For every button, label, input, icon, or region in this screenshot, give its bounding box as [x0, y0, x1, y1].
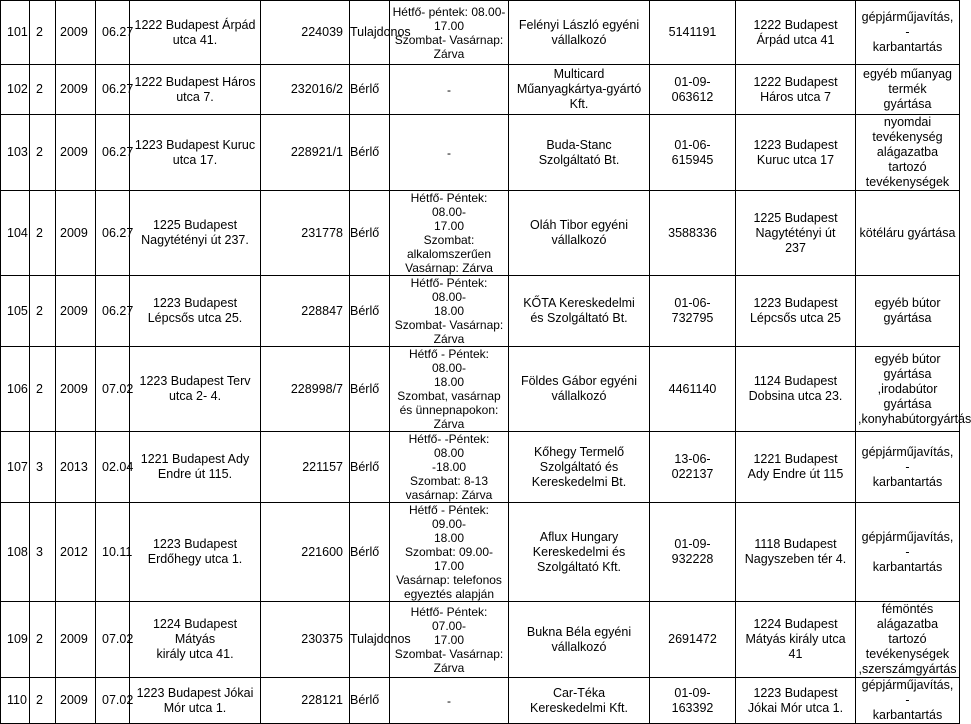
date-cell: 06.27	[96, 1, 130, 65]
site-address-cell: 1223 Budapest Kuruc utca 17	[736, 115, 856, 191]
table-row	[1, 678, 960, 724]
operator-name-cell: Buda-Stanc Szolgáltató Bt.	[509, 115, 650, 191]
year-cell: 2009	[56, 276, 96, 347]
activity-cell: gépjárműjavítás, - karbantartás	[856, 1, 960, 65]
ownership-status-cell: Tulajdonos	[350, 1, 390, 65]
year-cell: 2009	[56, 678, 96, 724]
year-cell: 2009	[56, 602, 96, 678]
record-number-cell: 104	[1, 191, 30, 276]
table-body	[1, 1, 971, 724]
opening-hours-cell: -	[390, 678, 509, 724]
address-cell: 1223 Budapest Lépcsős utca 25.	[130, 276, 261, 347]
record-number-cell: 102	[1, 65, 30, 115]
date-cell: 06.27	[96, 65, 130, 115]
record-number-cell: 108	[1, 503, 30, 602]
record-number-cell: 101	[1, 1, 30, 65]
registration-number-cell: 3588336	[650, 191, 736, 276]
year-cell: 2009	[56, 347, 96, 432]
operator-name-cell: Oláh Tibor egyéni vállalkozó	[509, 191, 650, 276]
table-row	[1, 65, 960, 115]
registration-number-cell: 01-06- 615945	[650, 115, 736, 191]
activity-cell: gépjárműjavítás, - karbantartás	[856, 432, 960, 503]
address-cell: 1223 Budapest Kuruc utca 17.	[130, 115, 261, 191]
record-number-cell: 110	[1, 678, 30, 724]
date-cell: 02.04	[96, 432, 130, 503]
type-code-cell: 2	[30, 1, 56, 65]
parcel-number-cell: 228847	[261, 276, 350, 347]
date-cell: 06.27	[96, 276, 130, 347]
activity-cell: egyéb bútor gyártása	[856, 276, 960, 347]
year-cell: 2013	[56, 432, 96, 503]
registration-number-cell: 4461140	[650, 347, 736, 432]
activity-cell: nyomdai tevékenység alágazatba tartozó tevékenységek	[856, 115, 960, 191]
parcel-number-cell: 228921/1	[261, 115, 350, 191]
activity-cell: gépjárműjavítás, - karbantartás	[856, 678, 960, 724]
operator-name-cell: Bukna Béla egyéni vállalkozó	[509, 602, 650, 678]
opening-hours-cell: Hétfő - Péntek: 09.00- 18.00 Szombat: 09.00- 17.00 Vasárnap: telefonos egyeztés alapján	[390, 503, 509, 602]
activity-cell: fémöntés alágazatba tartozó tevékenységek ,szerszámgyártás	[856, 602, 960, 678]
address-cell: 1221 Budapest Ady Endre út 115.	[130, 432, 261, 503]
operator-name-cell: Felényi László egyéni vállalkozó	[509, 1, 650, 65]
address-cell: 1224 Budapest Mátyás király utca 41.	[130, 602, 261, 678]
site-address-cell: 1222 Budapest Háros utca 7	[736, 65, 856, 115]
opening-hours-cell: -	[390, 115, 509, 191]
opening-hours-cell: Hétfő- Péntek: 07.00- 17.00 Szombat- Vasárnap: Zárva	[390, 602, 509, 678]
type-code-cell: 2	[30, 276, 56, 347]
parcel-number-cell: 228121	[261, 678, 350, 724]
table-row	[1, 115, 960, 191]
parcel-number-cell: 224039	[261, 1, 350, 65]
date-cell: 10.11	[96, 503, 130, 602]
site-address-cell: 1221 Budapest Ady Endre út 115	[736, 432, 856, 503]
opening-hours-cell: Hétfő- péntek: 08.00- 17.00 Szombat- Vasárnap: Zárva	[390, 1, 509, 65]
record-number-cell: 105	[1, 276, 30, 347]
record-number-cell: 103	[1, 115, 30, 191]
year-cell: 2009	[56, 191, 96, 276]
type-code-cell: 3	[30, 432, 56, 503]
opening-hours-cell: Hétfő- -Péntek: 08.00 -18.00 Szombat: 8-13 vasárnap: Zárva	[390, 432, 509, 503]
registration-number-cell: 5141191	[650, 1, 736, 65]
opening-hours-cell: Hétfő- Péntek: 08.00- 17.00 Szombat: alkalomszerűen Vasárnap: Zárva	[390, 191, 509, 276]
type-code-cell: 2	[30, 115, 56, 191]
ownership-status-cell: Bérlő	[350, 678, 390, 724]
address-cell: 1225 Budapest Nagytétényi út 237.	[130, 191, 261, 276]
ownership-status-cell: Bérlő	[350, 503, 390, 602]
registration-number-cell: 2691472	[650, 602, 736, 678]
date-cell: 06.27	[96, 191, 130, 276]
table-row	[1, 347, 960, 432]
site-address-cell: 1225 Budapest Nagytétényi út 237	[736, 191, 856, 276]
table-row	[1, 1, 960, 65]
address-cell: 1223 Budapest Jókai Mór utca 1.	[130, 678, 261, 724]
registration-number-cell: 01-06- 732795	[650, 276, 736, 347]
opening-hours-cell: Hétfő - Péntek: 08.00- 18.00 Szombat, vasárnap és ünnepnapokon: Zárva	[390, 347, 509, 432]
site-address-cell: 1223 Budapest Lépcsős utca 25	[736, 276, 856, 347]
registration-number-cell: 01-09- 163392	[650, 678, 736, 724]
year-cell: 2012	[56, 503, 96, 602]
registration-number-cell: 13-06- 022137	[650, 432, 736, 503]
type-code-cell: 2	[30, 191, 56, 276]
date-cell: 07.02	[96, 347, 130, 432]
date-cell: 07.02	[96, 602, 130, 678]
registration-number-cell: 01-09- 932228	[650, 503, 736, 602]
operator-name-cell: Földes Gábor egyéni vállalkozó	[509, 347, 650, 432]
ownership-status-cell: Bérlő	[350, 65, 390, 115]
ownership-status-cell: Bérlő	[350, 432, 390, 503]
address-cell: 1223 Budapest Terv utca 2- 4.	[130, 347, 261, 432]
site-address-cell: 1224 Budapest Mátyás király utca 41	[736, 602, 856, 678]
ownership-status-cell: Bérlő	[350, 115, 390, 191]
ownership-status-cell: Bérlő	[350, 276, 390, 347]
ownership-status-cell: Bérlő	[350, 191, 390, 276]
address-cell: 1223 Budapest Erdőhegy utca 1.	[130, 503, 261, 602]
date-cell: 07.02	[96, 678, 130, 724]
date-cell: 06.27	[96, 115, 130, 191]
address-cell: 1222 Budapest Háros utca 7.	[130, 65, 261, 115]
activity-cell: kötéláru gyártása	[856, 191, 960, 276]
year-cell: 2009	[56, 115, 96, 191]
parcel-number-cell: 231778	[261, 191, 350, 276]
address-cell: 1222 Budapest Árpád utca 41.	[130, 1, 261, 65]
site-address-cell: 1223 Budapest Jókai Mór utca 1.	[736, 678, 856, 724]
record-number-cell: 109	[1, 602, 30, 678]
parcel-number-cell: 228998/7	[261, 347, 350, 432]
opening-hours-cell: -	[390, 65, 509, 115]
activity-cell: gépjárműjavítás, - karbantartás	[856, 503, 960, 602]
site-address-cell: 1118 Budapest Nagyszeben tér 4.	[736, 503, 856, 602]
record-number-cell: 106	[1, 347, 30, 432]
parcel-number-cell: 230375	[261, 602, 350, 678]
record-number-cell: 107	[1, 432, 30, 503]
activity-cell: egyéb bútor gyártása ,irodabútor gyártása ,konyhabútorgyártás	[856, 347, 960, 432]
table-row	[1, 602, 960, 678]
type-code-cell: 2	[30, 678, 56, 724]
opening-hours-cell: Hétfő- Péntek: 08.00- 18.00 Szombat- Vasárnap: Zárva	[390, 276, 509, 347]
table-row	[1, 432, 960, 503]
operator-name-cell: Multicard Műanyagkártya-gyártó Kft.	[509, 65, 650, 115]
site-address-cell: 1222 Budapest Árpád utca 41	[736, 1, 856, 65]
operator-name-cell: Kőhegy Termelő Szolgáltató és Kereskedelmi Bt.	[509, 432, 650, 503]
operator-name-cell: Car-Téka Kereskedelmi Kft.	[509, 678, 650, 724]
operator-name-cell: Aflux Hungary Kereskedelmi és Szolgáltató Kft.	[509, 503, 650, 602]
year-cell: 2009	[56, 1, 96, 65]
table-row	[1, 503, 960, 602]
site-address-cell: 1124 Budapest Dobsina utca 23.	[736, 347, 856, 432]
activity-cell: egyéb műanyag termék gyártása	[856, 65, 960, 115]
parcel-number-cell: 232016/2	[261, 65, 350, 115]
operator-name-cell: KŐTA Kereskedelmi és Szolgáltató Bt.	[509, 276, 650, 347]
type-code-cell: 3	[30, 503, 56, 602]
registration-number-cell: 01-09- 063612	[650, 65, 736, 115]
type-code-cell: 2	[30, 347, 56, 432]
table-row	[1, 276, 960, 347]
year-cell: 2009	[56, 65, 96, 115]
table-row	[1, 191, 960, 276]
type-code-cell: 2	[30, 602, 56, 678]
parcel-number-cell: 221157	[261, 432, 350, 503]
parcel-number-cell: 221600	[261, 503, 350, 602]
ownership-status-cell: Bérlő	[350, 347, 390, 432]
type-code-cell: 2	[30, 65, 56, 115]
ownership-status-cell: Tulajdonos	[350, 602, 390, 678]
